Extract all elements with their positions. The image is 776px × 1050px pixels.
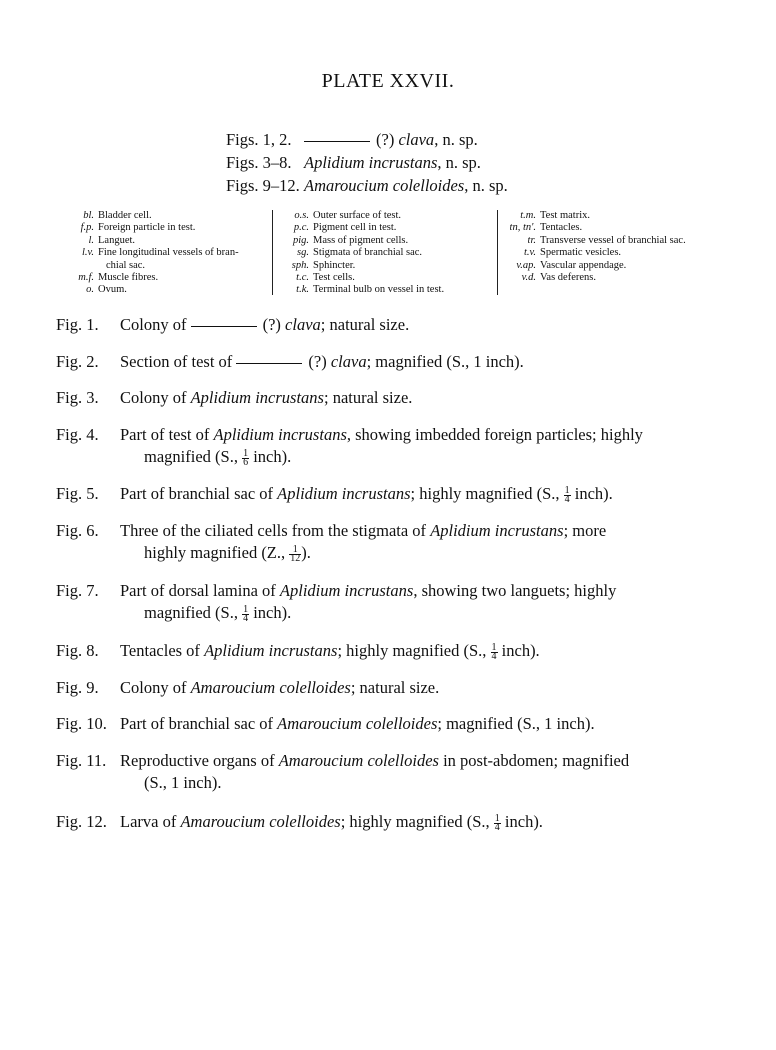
figure-summary-line: Figs. 9–12. Amaroucium colelloides, n. sp.	[226, 176, 508, 195]
figure-number: Fig. 3.	[56, 388, 99, 407]
species-name: Aplidium incrustans	[190, 388, 324, 407]
unnamed-species-dash	[191, 326, 257, 327]
legend-row: sg. Stigmata of branchial sac.	[297, 247, 423, 259]
fraction: $\frac{1}{4}$	[491, 641, 497, 662]
legend-row: t.k. Terminal bulb on vessel in test.	[296, 284, 445, 296]
legend-column-3	[497, 210, 732, 295]
figure-number: Fig. 10.	[56, 714, 107, 733]
figure-caption-7: Fig. 7. Part of dorsal lamina of Aplidium incrustans, showing two languets; highly magnified (S., $\frac{1}{4}$ inch).	[56, 581, 617, 624]
figure-caption-11: Fig. 11. Reproductive organs of Amaroucium colelloides in post-abdomen; magnified (S., 1 inch).	[56, 751, 630, 792]
legend-row: pig. Mass of pigment cells.	[292, 234, 409, 246]
species-name: Amaroucium colelloides	[190, 678, 351, 697]
figure-number: Fig. 1.	[56, 315, 99, 334]
unnamed-species-dash	[236, 363, 302, 364]
summary-label: Figs. 1, 2.	[226, 130, 292, 149]
figure-number: Fig. 9.	[56, 678, 99, 697]
species-name: Amaroucium colelloides	[277, 714, 438, 733]
legend-row: m.f. Muscle fibres.	[78, 272, 159, 284]
species-name: Aplidium incrustans	[213, 425, 347, 444]
legend-column-2	[272, 210, 499, 295]
legend-row: v.d. Vas deferens.	[521, 272, 596, 284]
species-name: clava	[398, 130, 435, 149]
legend-row: f.p. Foreign particle in test.	[80, 222, 196, 234]
figure-number: Fig. 12.	[56, 812, 107, 831]
figure-caption-5: Fig. 5. Part of branchial sac of Aplidium incrustans; highly magnified (S., $\frac{1}{4}$ inch).	[56, 484, 613, 505]
plate-title: PLATE XXVII.	[321, 70, 455, 92]
legend-row: o.s. Outer surface of test.	[294, 210, 402, 221]
legend-row: chial sac.	[106, 259, 146, 271]
species-name: Amaroucium colelloides	[278, 751, 439, 770]
figure-caption-8: Fig. 8. Tentacles of Aplidium incrustans; highly magnified (S., $\frac{1}{4}$ inch).	[56, 641, 540, 662]
figure-caption-3: Fig. 3. Colony of Aplidium incrustans; natural size.	[56, 388, 413, 407]
figure-summary-line: Figs. 3–8. Aplidium incrustans, n. sp.	[226, 153, 481, 172]
legend-row: v.ap. Vascular appendage.	[516, 259, 627, 271]
species-name: Aplidium incrustans	[204, 641, 338, 660]
species-name: Aplidium incrustans	[430, 521, 564, 540]
legend-row: t.v. Spermatic vesicles.	[523, 247, 622, 259]
figure-caption-4: Fig. 4. Part of test of Aplidium incrustans, showing imbedded foreign particles; highly magnified (S., $\frac{1}{6}$ inch).	[56, 425, 643, 468]
figure-caption-9: Fig. 9. Colony of Amaroucium colelloides; natural size.	[56, 678, 440, 697]
fraction: $\frac{1}{4}$	[494, 812, 500, 833]
figure-number: Fig. 5.	[56, 484, 99, 503]
figure-summary-line: Figs. 1, 2. (?) clava, n. sp.	[226, 130, 478, 149]
summary-label: Figs. 3–8.	[226, 153, 292, 172]
legend-row: tr. Transverse vessel of branchial sac.	[527, 234, 686, 246]
species-name: clava	[285, 315, 321, 334]
legend-column-1	[50, 210, 264, 297]
figure-caption-6: Fig. 6. Three of the ciliated cells from the stigmata of Aplidium incrustans; more highly magnified (Z., $\frac{1}{12}$ ).	[56, 521, 607, 564]
figure-number: Fig. 8.	[56, 641, 99, 660]
figure-number: Fig. 6.	[56, 521, 99, 540]
species-name: Aplidium incrustans	[304, 153, 438, 172]
species-name: Aplidium incrustans	[279, 581, 414, 600]
species-name: Amaroucium colelloides	[180, 812, 341, 831]
legend-row: o. Ovum.	[86, 284, 127, 296]
legend-row: tn, tn'. Tentacles.	[509, 222, 583, 234]
legend-row: sph. Sphincter.	[291, 259, 356, 271]
figure-number: Fig. 2.	[56, 352, 99, 371]
legend-row: l.v. Fine longitudinal vessels of bran-	[81, 247, 239, 259]
figure-caption-2: Fig. 2. Section of test of (?) clava; magnified (S., 1 inch).	[56, 352, 524, 371]
unnamed-species-dash	[304, 141, 370, 142]
legend-row: l. Languet.	[88, 234, 136, 246]
species-name: Aplidium incrustans	[277, 484, 411, 503]
legend-row: bl. Bladder cell.	[83, 210, 152, 221]
fraction: $\frac{1}{4}$	[243, 603, 249, 624]
figure-caption-12: Fig. 12. Larva of Amaroucium colelloides; highly magnified (S., $\frac{1}{4}$ inch).	[56, 812, 543, 833]
fraction: $\frac{1}{4}$	[564, 484, 570, 505]
fraction: $\frac{1}{12}$	[290, 543, 301, 564]
figure-number: Fig. 11.	[56, 751, 107, 770]
figure-caption-1: Fig. 1. Colony of (?) clava; natural size.	[56, 315, 410, 334]
figure-caption-10: Fig. 10. Part of branchial sac of Amaroucium colelloides; magnified (S., 1 inch).	[56, 714, 595, 733]
fraction: $\frac{1}{6}$	[243, 447, 249, 468]
figure-number: Fig. 7.	[56, 581, 99, 600]
species-name: Amaroucium colelloides	[304, 176, 465, 195]
legend-row: t.m. Test matrix.	[520, 210, 591, 221]
legend-row: t.c. Test cells.	[296, 272, 355, 284]
species-name: clava	[330, 352, 367, 371]
legend-row: p.c. Pigment cell in test.	[293, 222, 397, 234]
figure-number: Fig. 4.	[56, 425, 99, 444]
summary-label: Figs. 9–12.	[226, 176, 300, 195]
